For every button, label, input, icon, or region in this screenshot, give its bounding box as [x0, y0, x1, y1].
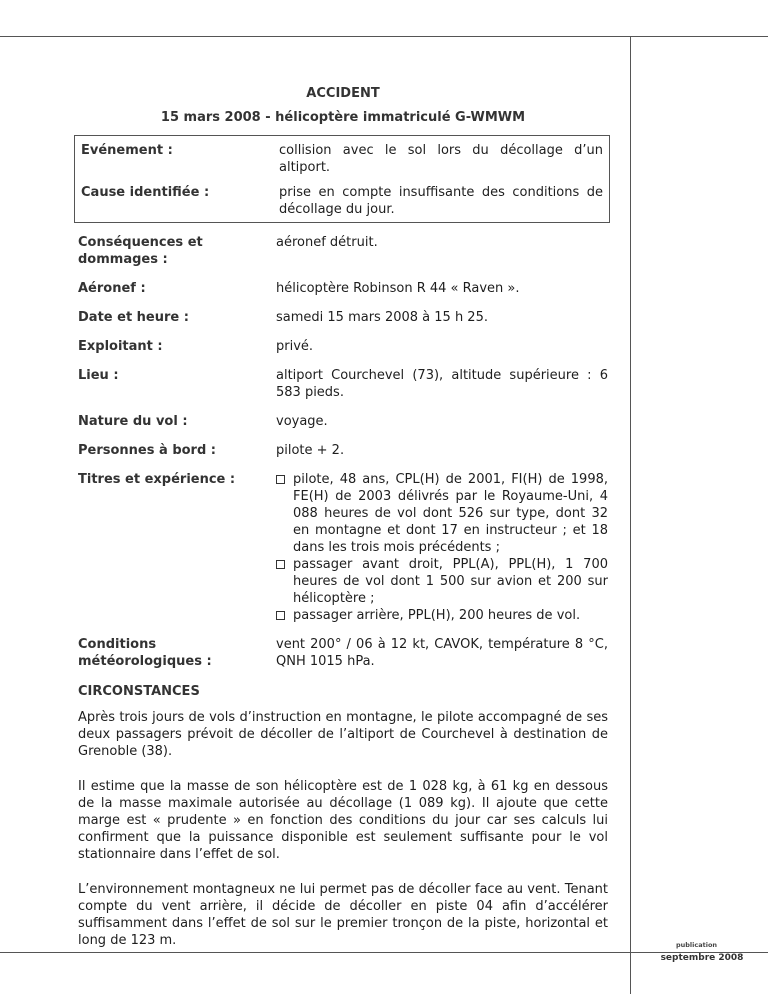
location-label: Lieu : — [78, 368, 119, 383]
meteo-value: vent 200° / 06 à 12 kt, CAVOK, température 8 °C, QNH 1015 hPa. — [276, 637, 608, 669]
operator-label: Exploitant : — [78, 339, 163, 354]
experience-item-text: pilote, 48 ans, CPL(H) de 2001, FI(H) de 1998, FE(H) de 2003 délivrés par le Royaume-Uni, 4 088 heures de vol dont 526 sur type, dont 32 en montagne et dont 17 en instructeur ; et 18 dans les trois mois précédents ; — [293, 472, 608, 555]
aircraft-row — [78, 280, 608, 297]
flight-type-row — [78, 413, 608, 430]
persons-value: pilote + 2. — [276, 443, 345, 458]
aircraft-value: hélicoptère Robinson R 44 « Raven ». — [276, 281, 520, 296]
experience-item-text: passager avant droit, PPL(A), PPL(H), 1 700 heures de vol dont 1 500 sur avion et 200 sur hélicoptère ; — [293, 557, 608, 606]
report-subtitle: 15 mars 2008 - hélicoptère immatriculé G-WMWM — [160, 110, 526, 125]
flight-type-label: Nature du vol : — [78, 414, 188, 429]
list-item — [276, 607, 608, 624]
publication-label: publication — [676, 941, 718, 949]
location-value: altiport Courchevel (73), altitude supérieure : 6 583 pieds. — [276, 368, 608, 400]
checkbox-bullet-icon — [276, 560, 285, 569]
summary-box — [74, 135, 610, 223]
checkbox-bullet-icon — [276, 475, 285, 484]
event-row — [81, 142, 603, 176]
report-body — [78, 80, 608, 949]
cause-row — [81, 184, 603, 218]
event-value: collision avec le sol lors du décollage d’un altiport. — [279, 143, 603, 175]
experience-list — [276, 471, 608, 624]
consequences-label: Conséquences et dommages : — [78, 235, 203, 267]
section-title: CIRCONSTANCES — [78, 684, 200, 699]
list-item — [276, 556, 608, 607]
date-row — [78, 309, 608, 326]
experience-row — [78, 471, 608, 624]
persons-row — [78, 442, 608, 459]
experience-item-text: passager arrière, PPL(H), 200 heures de vol. — [293, 608, 581, 623]
flight-type-value: voyage. — [276, 414, 328, 429]
event-label: Evénement : — [81, 143, 173, 158]
consequences-value: aéronef détruit. — [276, 235, 378, 250]
publication-date: septembre 2008 — [660, 953, 744, 963]
list-item — [276, 471, 608, 556]
top-rule — [0, 36, 768, 37]
paragraph: Après trois jours de vols d’instruction en montagne, le pilote accompagné de ses deux passagers prévoit de décoller de l’altiport de Courchevel à destination de Grenoble (38). — [78, 710, 608, 759]
meteo-label: Conditions météorologiques : — [78, 637, 212, 669]
persons-label: Personnes à bord : — [78, 443, 216, 458]
date-label: Date et heure : — [78, 310, 189, 325]
paragraph: L’environnement montagneux ne lui permet pas de décoller face au vent. Tenant compte du vent arrière, il décide de décoller en piste 04 afin d’accélérer suffisamment dans l’effet de sol sur le premier tronçon de la piste, horizontal et long de 123 m. — [78, 882, 608, 948]
cause-value: prise en compte insuffisante des conditions de décollage du jour. — [279, 185, 603, 217]
checkbox-bullet-icon — [276, 611, 285, 620]
operator-value: privé. — [276, 339, 314, 354]
experience-label: Titres et expérience : — [78, 472, 236, 487]
location-row — [78, 367, 608, 401]
cause-label: Cause identifiée : — [81, 185, 210, 200]
aircraft-label: Aéronef : — [78, 281, 146, 296]
operator-row — [78, 338, 608, 355]
details-list — [78, 234, 608, 670]
paragraph: Il estime que la masse de son hélicoptère est de 1 028 kg, à 61 kg en dessous de la masse maximale autorisée au décollage (1 089 kg). Il ajoute que cette marge est « prudente » en fonction des conditions du jour car ses calculs lui confirment que la puissance disponible est seulement suffisante pour le vol stationnaire dans l’effet de sol. — [78, 779, 608, 862]
meteo-row — [78, 636, 608, 670]
margin-rule — [630, 36, 631, 994]
consequences-row — [78, 234, 608, 268]
report-title: ACCIDENT — [306, 86, 380, 101]
experience-value — [276, 471, 608, 624]
date-value: samedi 15 mars 2008 à 15 h 25. — [276, 310, 488, 325]
